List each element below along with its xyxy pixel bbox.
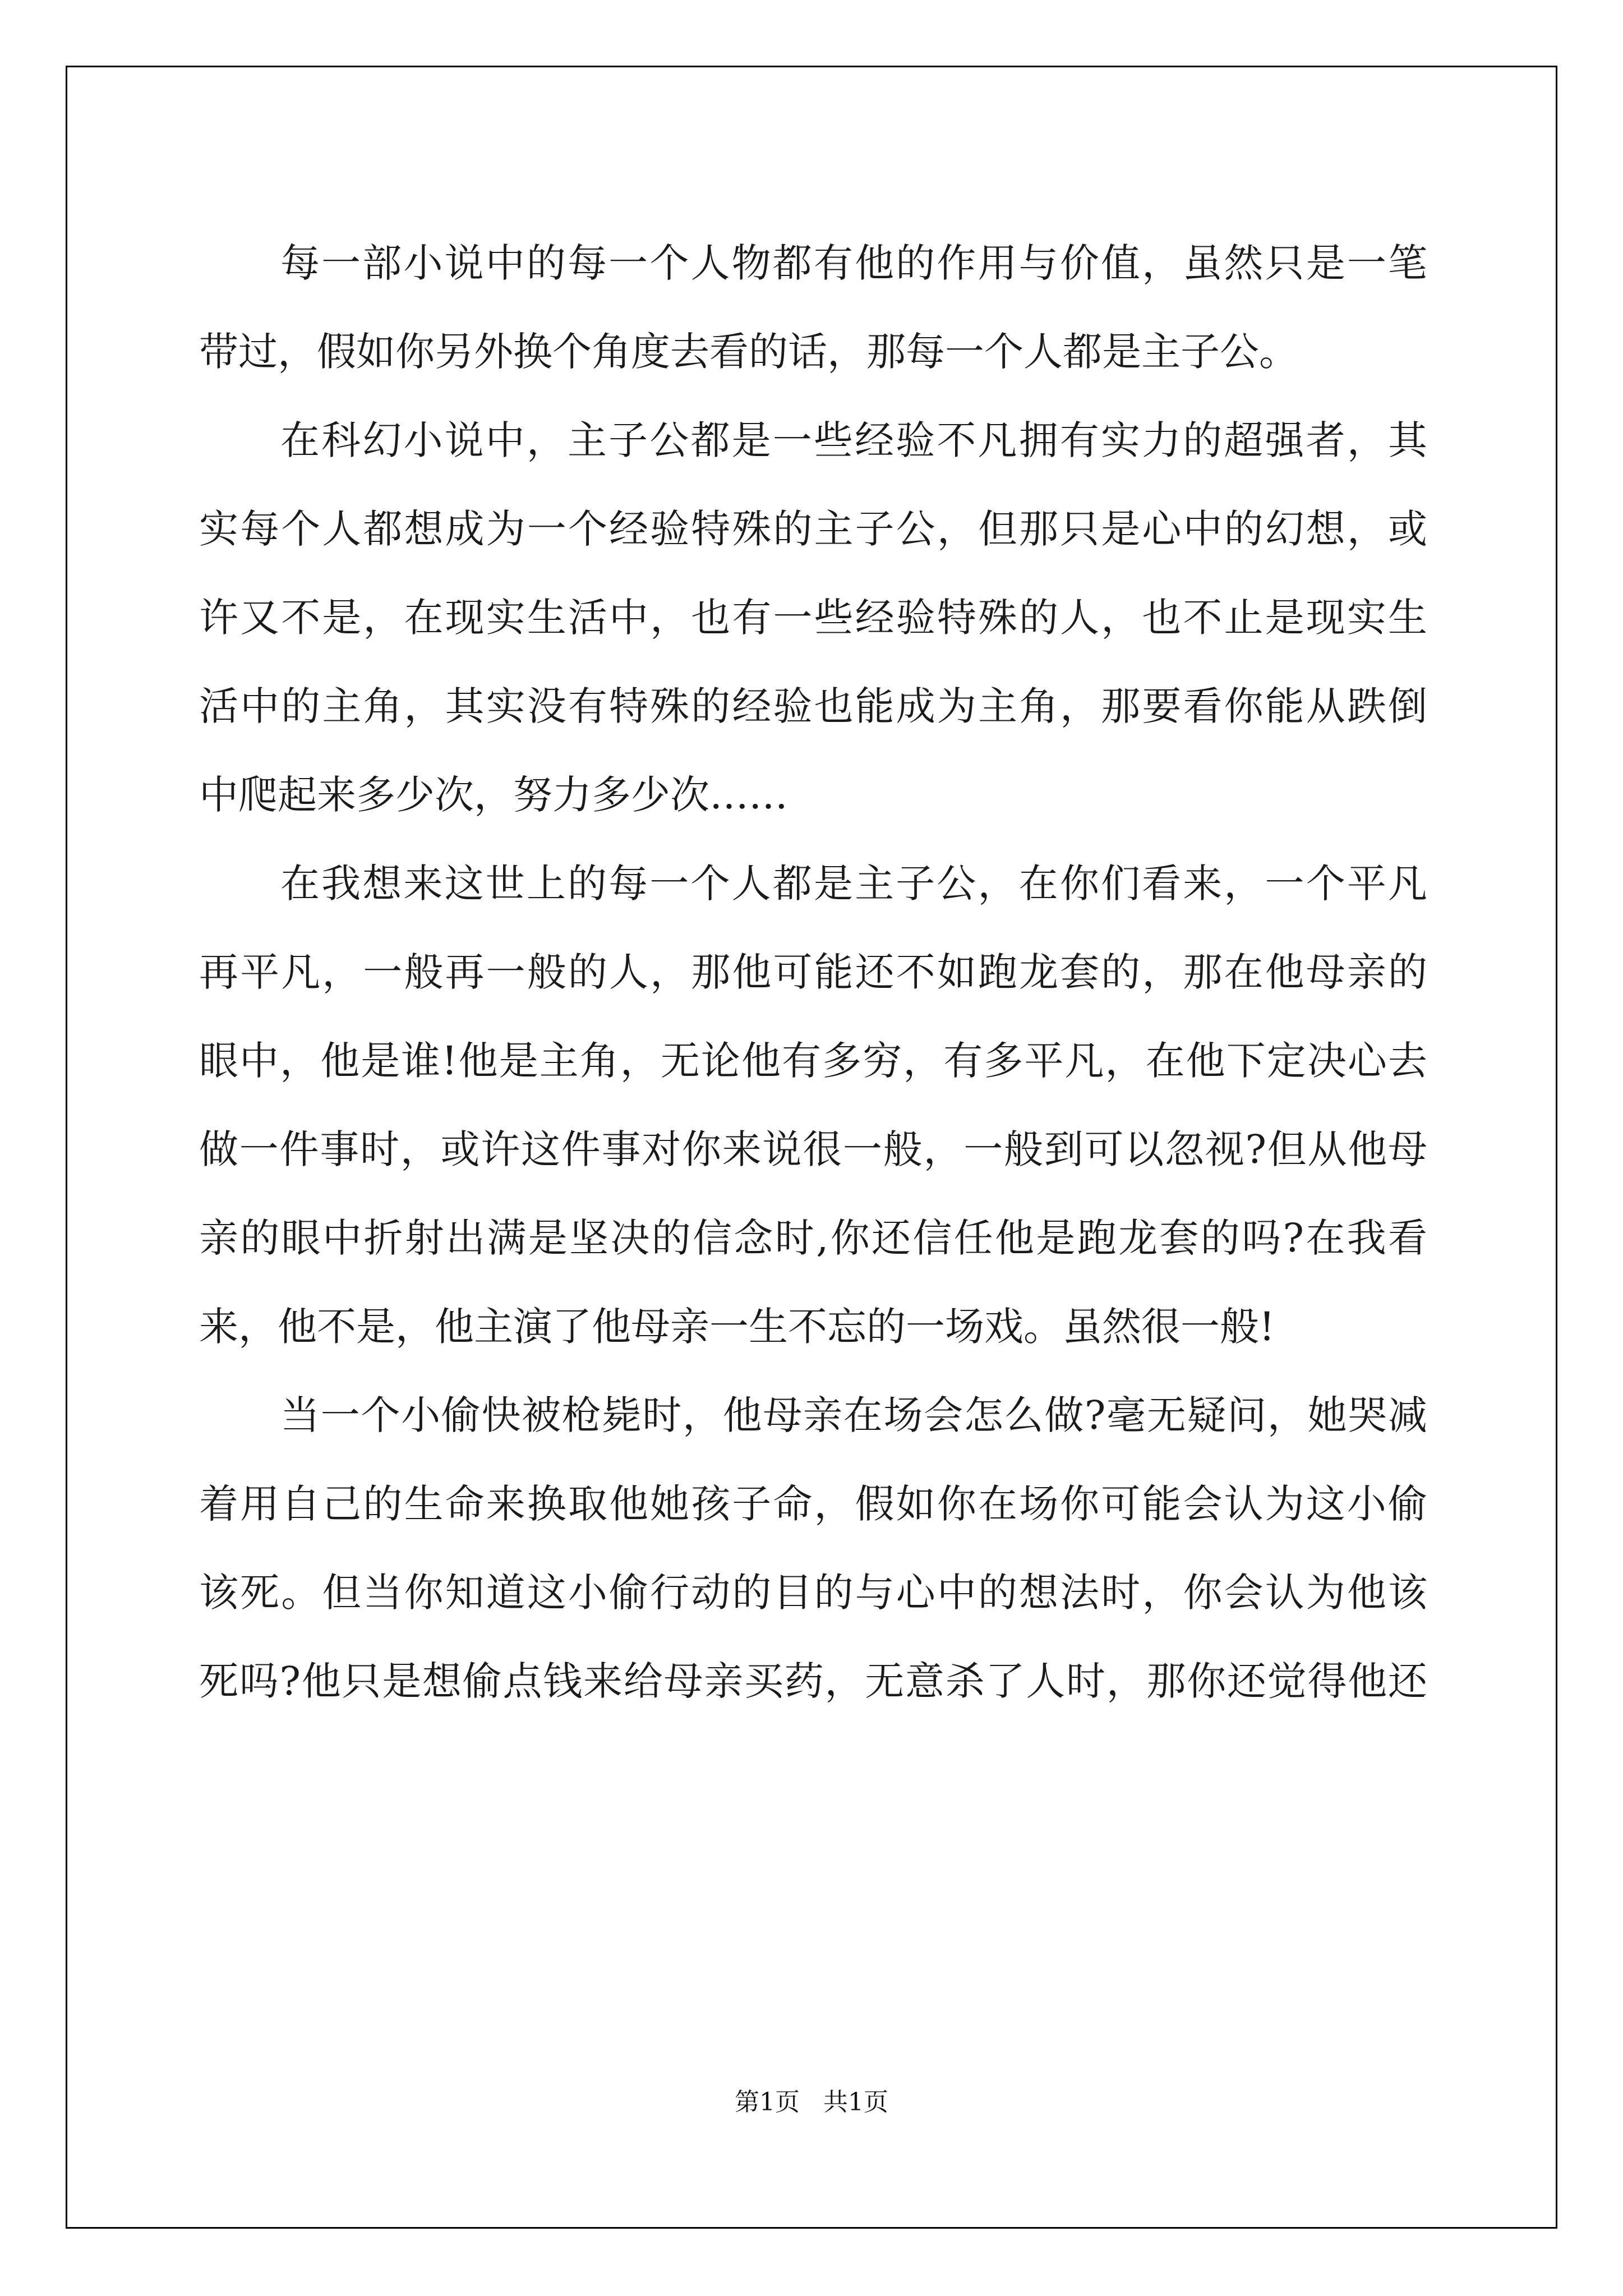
paragraph-3-line-2: 再平凡，一般再一般的人，那他可能还不如跑龙套的，那在他母亲的 xyxy=(199,949,1427,995)
paragraph-4-line-1: 当一个小偷快被枪毙时，他母亲在场会怎么做?毫无疑问，她哭减 xyxy=(280,1392,1427,1438)
paragraph-1-line-1: 每一部小说中的每一个人物都有他的作用与价值，虽然只是一笔 xyxy=(280,240,1427,286)
page-footer: 第1页 共1页 xyxy=(735,2088,888,2116)
paragraph-3-line-1: 在我想来这世上的每一个人都是主子公，在你们看来，一个平凡 xyxy=(280,861,1427,907)
paragraph-2-line-3: 许又不是，在现实生活中，也有一些经验特殊的人，也不止是现实生 xyxy=(199,595,1427,641)
paragraph-2-line-5: 中爬起来多少次，努力多少次…… xyxy=(199,772,788,818)
paragraph-4-line-3: 该死。但当你知道这小偷行动的目的与心中的想法时，你会认为他该 xyxy=(199,1570,1427,1616)
paragraph-2-line-4: 活中的主角，其实没有特殊的经验也能成为主角，那要看你能从跌倒 xyxy=(199,683,1427,729)
paragraph-2-line-1: 在科幻小说中，主子公都是一些经验不凡拥有实力的超强者，其 xyxy=(280,417,1427,463)
paragraph-4-line-4: 死吗?他只是想偷点钱来给母亲买药，无意杀了人时，那你还觉得他还 xyxy=(199,1658,1427,1704)
paragraph-3-line-4: 做一件事时，或许这件事对你来说很一般，一般到可以忽视?但从他母 xyxy=(199,1126,1427,1172)
paragraph-3-line-6: 来，他不是，他主演了他母亲一生不忘的一场戏。虽然很一般! xyxy=(199,1304,1275,1350)
paragraph-3-line-3: 眼中，他是谁!他是主角，无论他有多穷，有多平凡，在他下定决心去 xyxy=(199,1038,1427,1084)
paragraph-3-line-5: 亲的眼中折射出满是坚决的信念时,你还信任他是跑龙套的吗?在我看 xyxy=(199,1215,1427,1261)
document-body xyxy=(199,219,1427,1726)
paragraph-1-line-2: 带过，假如你另外换个角度去看的话，那每一个人都是主子公。 xyxy=(199,329,1298,375)
paragraph-2-line-2: 实每个人都想成为一个经验特殊的主子公，但那只是心中的幻想，或 xyxy=(199,506,1427,552)
paragraph-4-line-2: 着用自己的生命来换取他她孩子命，假如你在场你可能会认为这小偷 xyxy=(199,1481,1427,1527)
